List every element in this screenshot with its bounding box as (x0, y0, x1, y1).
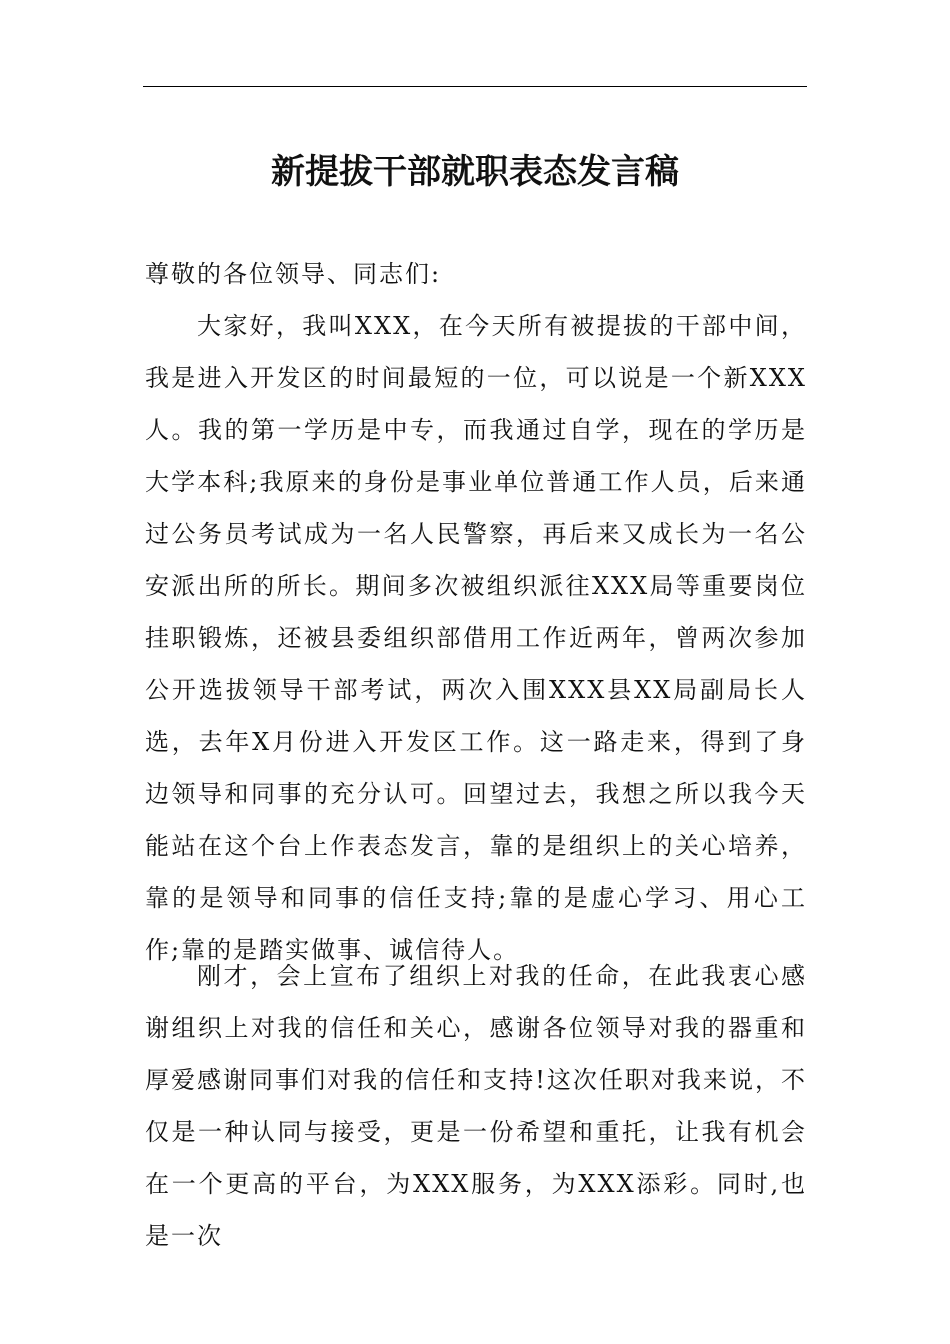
document-title: 新提拔干部就职表态发言稿 (271, 152, 679, 192)
paragraph: 大家好，我叫XXX，在今天所有被提拔的干部中间，我是进入开发区的时间最短的一位，可以说是一个新XXX人。我的第一学历是中专，而我通过自学，现在的学历是大学本科;我原来的身份是事业单位普通工作人员，后来通过公务员考试成为一名人民警察，再后来又成长为一名公安派出所的所长。期间多次被组织派往XXX局等重要岗位挂职锻炼，还被县委组织部借用工作近两年，曾两次参加公开选拔领导干部考试，两次入围XXX县XX局副局长人选，去年X月份进入开发区工作。这一路走来，得到了身边领导和同事的充分认可。回望过去，我想之所以我今天能站在这个台上作表态发言，靠的是组织上的关心培养，靠的是领导和同事的信任支持;靠的是虚心学习、用心工作;靠的是踏实做事、诚信待人。 (145, 312, 807, 964)
salutation: 尊敬的各位领导、同志们: (145, 260, 442, 288)
header-rule (143, 86, 807, 87)
paragraph: 刚才，会上宣布了组织上对我的任命，在此我衷心感谢组织上对我的信任和关心，感谢各位领导对我的器重和厚爱感谢同事们对我的信任和支持!这次任职对我来说，不仅是一种认同与接受，更是一份希望和重托，让我有机会在一个更高的平台，为XXX服务，为XXX添彩。同时,也是一次 (145, 962, 807, 1250)
